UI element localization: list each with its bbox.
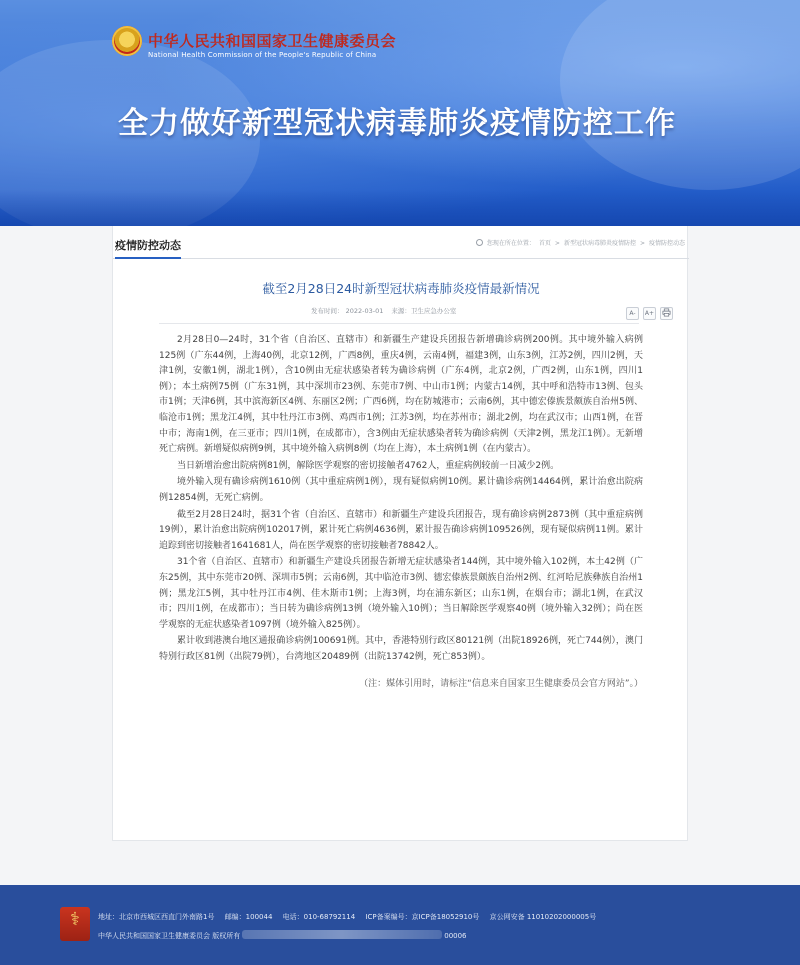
org-name-en: National Health Commission of the People's Republic of China — [148, 51, 377, 59]
article-paragraph: 当日新增治愈出院病例81例，解除医学观察的密切接触者4762人，重症病例较前一日减少2例。 — [177, 460, 560, 471]
footer-contact-line — [98, 912, 604, 922]
header-banner — [0, 0, 800, 226]
font-increase-button[interactable]: A+ — [643, 307, 656, 320]
national-emblem-icon[interactable] — [112, 26, 142, 56]
footer-phone: 电话：010-68792114 — [282, 913, 356, 921]
footer-address: 地址：北京市西城区西直门外南路1号 — [98, 913, 215, 921]
footer-copyright-line — [98, 930, 467, 941]
banner-bottom-stripe — [0, 190, 800, 226]
footer-postcode: 邮编：100044 — [224, 913, 273, 921]
media-citation-note: （注：媒体引用时，请标注“信息来自国家卫生健康委员会官方网站”。） — [359, 679, 643, 690]
footer-redacted-text — [242, 930, 442, 939]
article-paragraph: 31个省（自治区、直辖市）和新疆生产建设兵团报告新增无症状感染者144例，其中境外输入102例，本土42例（广东25例，其中东莞市20例、深圳市5例；云南6例，其中临沧市3例、德宏傣族景颇族自治州2例、红河哈尼族彝族自治州1例；黑龙江5例，其中牡丹江市4例、佳木斯市1例；上海3例，均在浦东新区；山东1例，在烟台市；湖北1例，在武汉市；四川1例，在成都市）；当日转为确诊病例13例（境外输入10例）；当日解除医学观察40例（境外输入32例）；尚在医学观察的无症状感染者1097例（境外输入825例）。 — [159, 557, 643, 630]
article-source: 来源：卫生应急办公室 — [391, 307, 457, 315]
article-panel — [112, 226, 688, 841]
breadcrumb-separator: > — [639, 240, 645, 247]
site-footer — [0, 885, 800, 965]
article-paragraph: 截至2月28日24时，据31个省（自治区、直辖市）和新疆生产建设兵团报告，现有确诊病例2873例（其中重症病例19例），累计治愈出院病例102017例，累计死亡病例4636例，累计报告确诊病例109526例，现有疑似病例11例。累计追踪到密切接触者1641681人，尚在医学观察的密切接触者78842人。 — [159, 509, 643, 551]
footer-copyright: 中华人民共和国国家卫生健康委员会 版权所有 — [98, 932, 241, 940]
article-body — [159, 333, 643, 694]
section-title[interactable]: 疫情防控动态 — [115, 237, 181, 259]
section-header — [113, 226, 689, 259]
footer-police-link[interactable]: 京公网安备 11010202000005号 — [489, 913, 597, 921]
breadcrumb-separator: > — [554, 240, 560, 247]
footer-logo-icon[interactable] — [60, 907, 90, 941]
footer-tail: 00006 — [444, 932, 467, 940]
title-divider — [159, 323, 639, 324]
org-name-cn[interactable]: 中华人民共和国国家卫生健康委员会 — [148, 32, 397, 50]
breadcrumb — [476, 238, 687, 247]
breadcrumb-topic[interactable]: 新型冠状病毒肺炎疫情防控 — [563, 240, 636, 247]
banner-title: 全力做好新型冠状病毒肺炎疫情防控工作 — [118, 106, 676, 141]
font-decrease-button[interactable]: A- — [626, 307, 639, 320]
article-paragraph: 累计收到港澳台地区通报确诊病例100691例。其中，香港特别行政区80121例（出院18926例，死亡744例），澳门特别行政区81例（出院79例），台湾地区20489例（出院13742例，死亡853例）。 — [159, 636, 643, 662]
breadcrumb-current[interactable]: 疫情防控动态 — [648, 240, 685, 247]
article-paragraph: 2月28日0—24时，31个省（自治区、直辖市）和新疆生产建设兵团报告新增确诊病例200例。其中境外输入病例125例（广东44例，上海40例，北京12例，广西8例，重庆4例，云南4例，福建3例，山东3例，江苏2例，四川2例，天津1例，安徽1例，湖北1例），含10例由无症状感染者转为确诊病例（广东4例，北京2例，广西2例，山东1例，四川1例）；本土病例75例（广东31例，其中深圳市23例、东莞市7例、中山市1例；内蒙古14例，其中呼和浩特市13例、包头市1例；天津6例，其中滨海新区4例、东丽区2例；广西6例，均在防城港市；云南6例，其中德宏傣族景颇族自治州5例、临沧市1例；黑龙江4例，其中牡丹江市3例、鸡西市1例；江苏3例，均在苏州市；湖北2例，均在武汉市；山西1例，在晋中市；海南1例，在三亚市；四川1例，在成都市），含3例由无症状感染者转为确诊病例（天津2例，黑龙江1例）。无新增死亡病例。新增疑似病例9例，其中境外输入病例8例（均在上海），本土病例1例（在内蒙古）。 — [159, 335, 643, 455]
banner-background-decoration-2 — [560, 0, 800, 190]
printer-icon — [662, 308, 671, 317]
article-paragraph: 境外输入现有确诊病例1610例（其中重症病例1例），现有疑似病例10例。累计确诊病例14464例，累计治愈出院病例12854例，无死亡病例。 — [159, 477, 643, 503]
location-icon — [476, 239, 483, 246]
breadcrumb-prefix: 您现在所在位置： — [486, 240, 535, 247]
article-tools — [626, 307, 673, 320]
article-title: 截至2月28日24时新型冠状病毒肺炎疫情最新情况 — [262, 281, 540, 296]
article-meta — [311, 306, 462, 315]
footer-icp-link[interactable]: ICP备案编号：京ICP备18052910号 — [365, 913, 480, 921]
print-button[interactable] — [660, 307, 673, 320]
publish-date: 发布时间： 2022-03-01 — [311, 307, 384, 315]
breadcrumb-home[interactable]: 首页 — [538, 240, 551, 247]
